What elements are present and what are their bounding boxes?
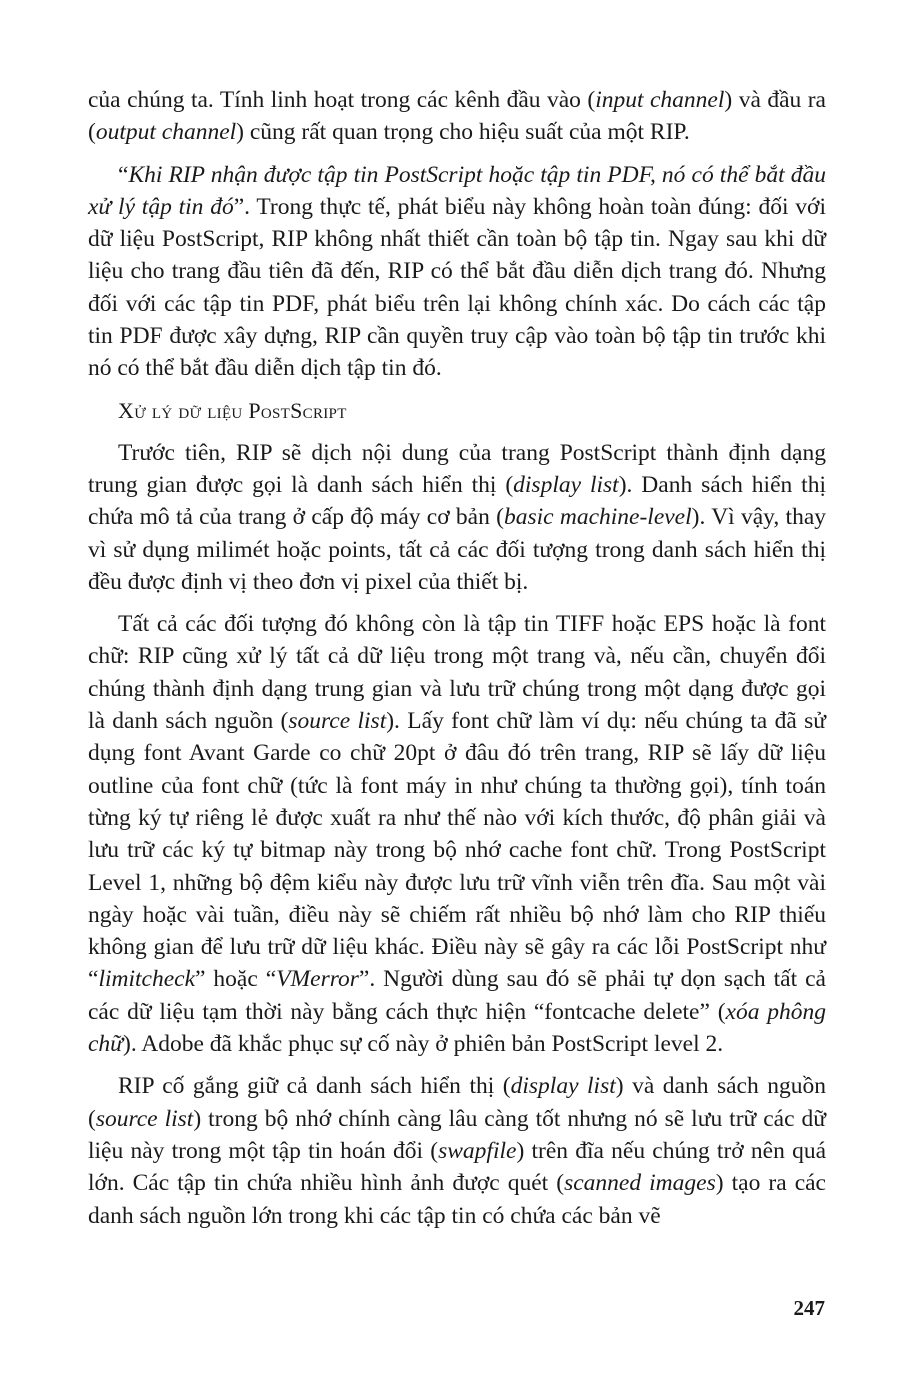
text-run: ”. Người dùng sau đó sẽ phải tự dọn sạch tất cả các dữ liệu tạm thời này bằng cách thực hiện “fontcache delete” ( <box>88 966 826 1025</box>
paragraph-source-list <box>88 608 826 1060</box>
page-body <box>88 84 826 1232</box>
text-run: ) tạo ra các danh sách nguồn lớn trong khi các tập tin có chứa các bản vẽ <box>88 1170 826 1229</box>
term-italic: swapfile <box>438 1137 517 1164</box>
term-italic: output channel <box>95 119 237 146</box>
section-heading: Xử lý dữ liệu PostScript <box>118 397 347 423</box>
term-italic: VMerror <box>276 966 359 993</box>
paragraph-quote <box>88 159 826 385</box>
text-run: ) trong bộ nhớ chính càng lâu càng tốt nhưng nó sẽ lưu trữ các dữ liệu này trong một tập tin hoán đổi ( <box>88 1105 826 1164</box>
text-run: ) và danh sách nguồn ( <box>88 1073 827 1132</box>
term-italic: scanned images <box>564 1170 716 1197</box>
term-italic: source list <box>288 708 387 735</box>
quoted-statement-italic: Khi RIP nhận được tập tin PostScript hoặc tập tin PDF, nó có thể bắt đầu xử lý tập tin đó <box>88 161 826 220</box>
text-run: ). Adobe đã khắc phục sự cố này ở phiên bản PostScript level 2. <box>123 1031 724 1058</box>
page-number: 247 <box>793 1296 825 1320</box>
term-italic: source list <box>95 1105 194 1132</box>
text-run: ) cũng rất quan trọng cho hiệu suất của một RIP. <box>236 119 690 146</box>
paragraph-swapfile <box>88 1070 826 1231</box>
text-run: ) trên đĩa nếu chúng trở nên quá lớn. Các tập tin chứa nhiều hình ảnh được quét ( <box>88 1137 826 1197</box>
text-run: ) và đầu ra ( <box>88 87 826 146</box>
text-run: Tất cả các đối tượng đó không còn là tập tin TIFF hoặc EPS hoặc là font chữ: RIP cũng xử lý tất cả dữ liệu trong một trang và, nếu cần, chuyển đổi chúng thành định dạng trung gian và lưu trữ chúng trong một dạng được gọi là danh sách nguồn ( <box>88 611 826 735</box>
term-italic: basic machine-level <box>503 504 692 531</box>
text-run: ). Lấy font chữ làm ví dụ: nếu chúng ta đã sử dụng font Avant Garde co chữ 20pt ở đâu đó trên trang, RIP sẽ lấy dữ liệu outline của font chữ (tức là font máy in như chúng ta thường gọi), tính toán từng ký tự riêng lẻ được xuất ra như thế nào với kích thước, độ phân giải và lưu trữ các ký tự bitmap này trong bộ nhớ cache font chữ. Trong PostScript Level 1, những bộ đệm kiểu này được lưu trữ vĩnh viễn trên đĩa. Sau một vài ngày hoặc vài tuần, điều này sẽ chiếm rất nhiều bộ nhớ làm cho RIP thiếu không gian để lưu trữ dữ liệu khác. Điều này sẽ gây ra các lỗi PostScript như “ <box>88 708 826 993</box>
term-italic: input channel <box>595 87 725 113</box>
paragraph-display-list <box>88 437 826 598</box>
text-run: Trước tiên, RIP sẽ dịch nội dung của trang PostScript thành định dạng trung gian được gọi là danh sách hiển thị ( <box>88 439 826 498</box>
text-run: ” hoặc “ <box>195 966 277 993</box>
open-quote: “ <box>118 161 129 188</box>
text-run: ). Vì vậy, thay vì sử dụng milimét hoặc points, tất cả các đối tượng trong danh sách hiển thị đều được định vị theo đơn vị pixel của thiết bị. <box>88 504 827 595</box>
text-run: ”. Trong thực tế, phát biểu này không hoàn toàn đúng: đối với dữ liệu PostScript, RIP không nhất thiết cần toàn bộ tập tin. Ngay sau khi dữ liệu cho trang đầu tiên đã đến, RIP có thể bắt đầu diễn dịch trang đó. Nhưng đối với các tập tin PDF, phát biểu trên lại không chính xác. Do cách các tập tin PDF được xây dựng, RIP cần quyền truy cập vào toàn bộ tập tin trước khi nó có thể bắt đầu diễn dịch tập tin đó. <box>88 193 826 382</box>
term-italic: display list <box>510 1073 616 1100</box>
text-run: của chúng ta. Tính linh hoạt trong các kênh đầu vào ( <box>88 87 596 113</box>
term-italic: xóa phông chữ <box>88 998 826 1058</box>
text-run: RIP cố gắng giữ cả danh sách hiển thị ( <box>118 1073 511 1100</box>
paragraph-continued <box>88 84 826 149</box>
term-italic: display list <box>513 471 619 498</box>
text-run: ). Danh sách hiển thị chứa mô tả của trang ở cấp độ máy cơ bản ( <box>88 471 826 531</box>
term-italic: limitcheck <box>98 966 195 993</box>
